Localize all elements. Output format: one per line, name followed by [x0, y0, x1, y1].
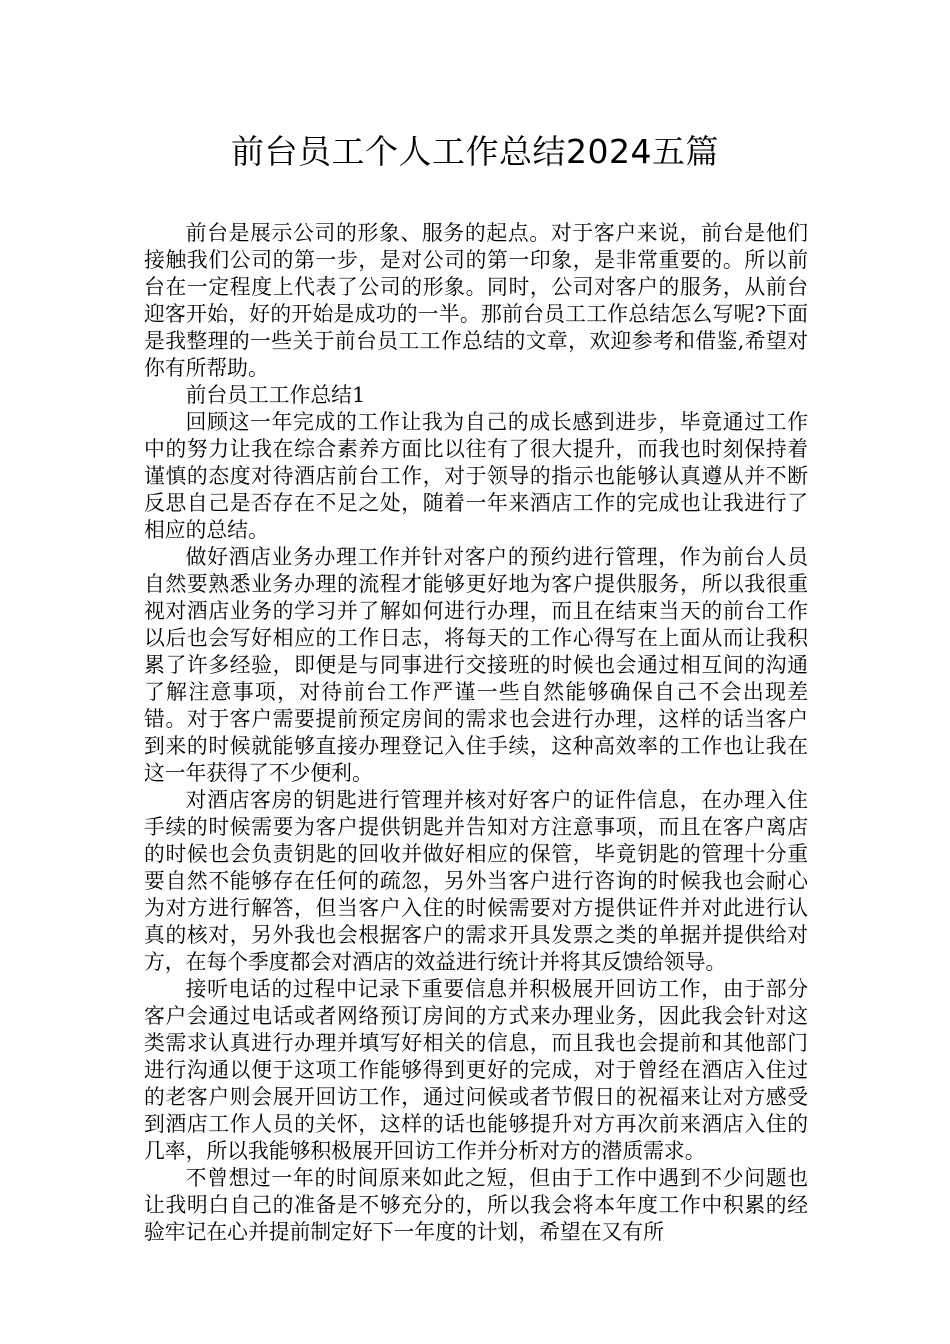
paragraph: 对酒店客房的钥匙进行管理并核对好客户的证件信息，在办理入住手续的时候需要为客户提供钥匙并告知对方注意事项，而且在客户离店的时候也会负责钥匙的回收并做好相应的保管，毕竟钥匙的管理十分重要自然不能够存在任何的疏忽，另外当客户进行咨询的时候我也会耐心为对方进行解答，但当客户入住的时候需要对方提供证件并对此进行认真的核对，另外我也会根据客户的需求开具发票之类的单据并提供给对方，在每个季度都会对酒店的效益进行统计并将其反馈给领导。 [144, 788, 808, 974]
section-heading: 前台员工工作总结1 [185, 383, 366, 407]
document-title: 前台员工个人工作总结2024五篇 [231, 132, 719, 171]
paragraph: 回顾这一年完成的工作让我为自己的成长感到进步，毕竟通过工作中的努力让我在综合素养方面比以往有了很大提升，而我也时刻保持着谨慎的态度对待酒店前台工作，对于领导的指示也能够认真遵从并不断反思自己是否存在不足之处，随着一年来酒店工作的完成也让我进行了相应的总结。 [144, 410, 808, 542]
paragraph: 做好酒店业务办理工作并针对客户的预约进行管理，作为前台人员自然要熟悉业务办理的流程才能够更好地为客户提供服务，所以我很重视对酒店业务的学习并了解如何进行办理，而且在结束当天的前台工作以后也会写好相应的工作日志，将每天的工作心得写在上面从而让我积累了许多经验，即便是与同事进行交接班的时候也会通过相互间的沟通了解注意事项，对待前台工作严谨一些自然能够确保自己不会出现差错。对于客户需要提前预定房间的需求也会进行办理，这样的话当客户到来的时候就能够直接办理登记入住手续，这种高效率的工作也让我在这一年获得了不少便利。 [144, 545, 808, 785]
paragraph: 不曾想过一年的时间原来如此之短，但由于工作中遇到不少问题也让我明白自己的准备是不够充分的，所以我会将本年度工作中积累的经验牢记在心并提前制定好下一年度的计划，希望在又有所 [144, 1166, 808, 1244]
document-body [144, 220, 808, 1246]
paragraph: 接听电话的过程中记录下重要信息并积极展开回访工作，由于部分客户会通过电话或者网络预订房间的方式来办理业务，因此我会针对这类需求认真进行办理并填写好相关的信息，而且我也会提前和其他部门进行沟通以便于这项工作能够得到更好的完成，对于曾经在酒店入住过的老客户则会展开回访工作，通过问候或者节假日的祝福来让对方感受到酒店工作人员的关怀，这样的话也能够提升对方再次前来酒店入住的几率，所以我能够积极展开回访工作并分析对方的潜质需求。 [144, 977, 808, 1163]
paragraph-intro: 前台是展示公司的形象、服务的起点。对于客户来说，前台是他们接触我们公司的第一步，是对公司的第一印象，是非常重要的。所以前台在一定程度上代表了公司的形象。同时，公司对客户的服务，从前台迎客开始，好的开始是成功的一半。那前台员工工作总结怎么写呢?下面是我整理的一些关于前台员工工作总结的文章，欢迎参考和借鉴,希望对你有所帮助。 [144, 221, 808, 380]
